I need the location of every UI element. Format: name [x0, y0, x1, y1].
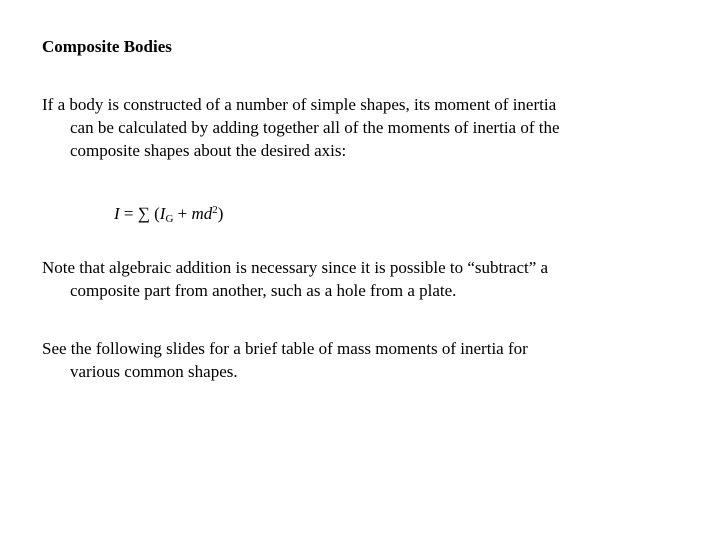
paragraph-line: various common shapes.	[70, 362, 238, 381]
formula-superscript-2: 2	[212, 204, 218, 216]
formula-term-ig: I	[159, 204, 166, 223]
formula-subscript-g: G	[165, 213, 174, 225]
paragraph-line: Note that algebraic addition is necessary since it is possible to “subtract” a	[42, 258, 549, 277]
paragraph-line: composite part from another, such as a hole from a plate.	[70, 281, 457, 300]
paragraph-line: If a body is constructed of a number of simple shapes, its moment of inertia	[42, 95, 557, 114]
slide-title: Composite Bodies	[42, 37, 172, 56]
formula-term-md: md	[191, 204, 213, 223]
formula-plus: +	[173, 204, 192, 223]
formula-close: )	[217, 204, 224, 223]
paragraph-see-following	[42, 337, 672, 383]
inertia-sum-formula	[114, 199, 223, 231]
formula-lhs: I	[114, 204, 120, 223]
formula-equals: =	[119, 204, 138, 223]
paragraph-line: composite shapes about the desired axis:	[70, 141, 347, 160]
paragraph-algebraic-note	[42, 256, 672, 302]
formula-sum: ∑ (	[137, 204, 160, 223]
paragraph-composite-intro	[42, 93, 672, 162]
paragraph-line: can be calculated by adding together all of the moments of inertia of the	[70, 118, 560, 137]
paragraph-line: See the following slides for a brief table of mass moments of inertia for	[42, 339, 528, 358]
